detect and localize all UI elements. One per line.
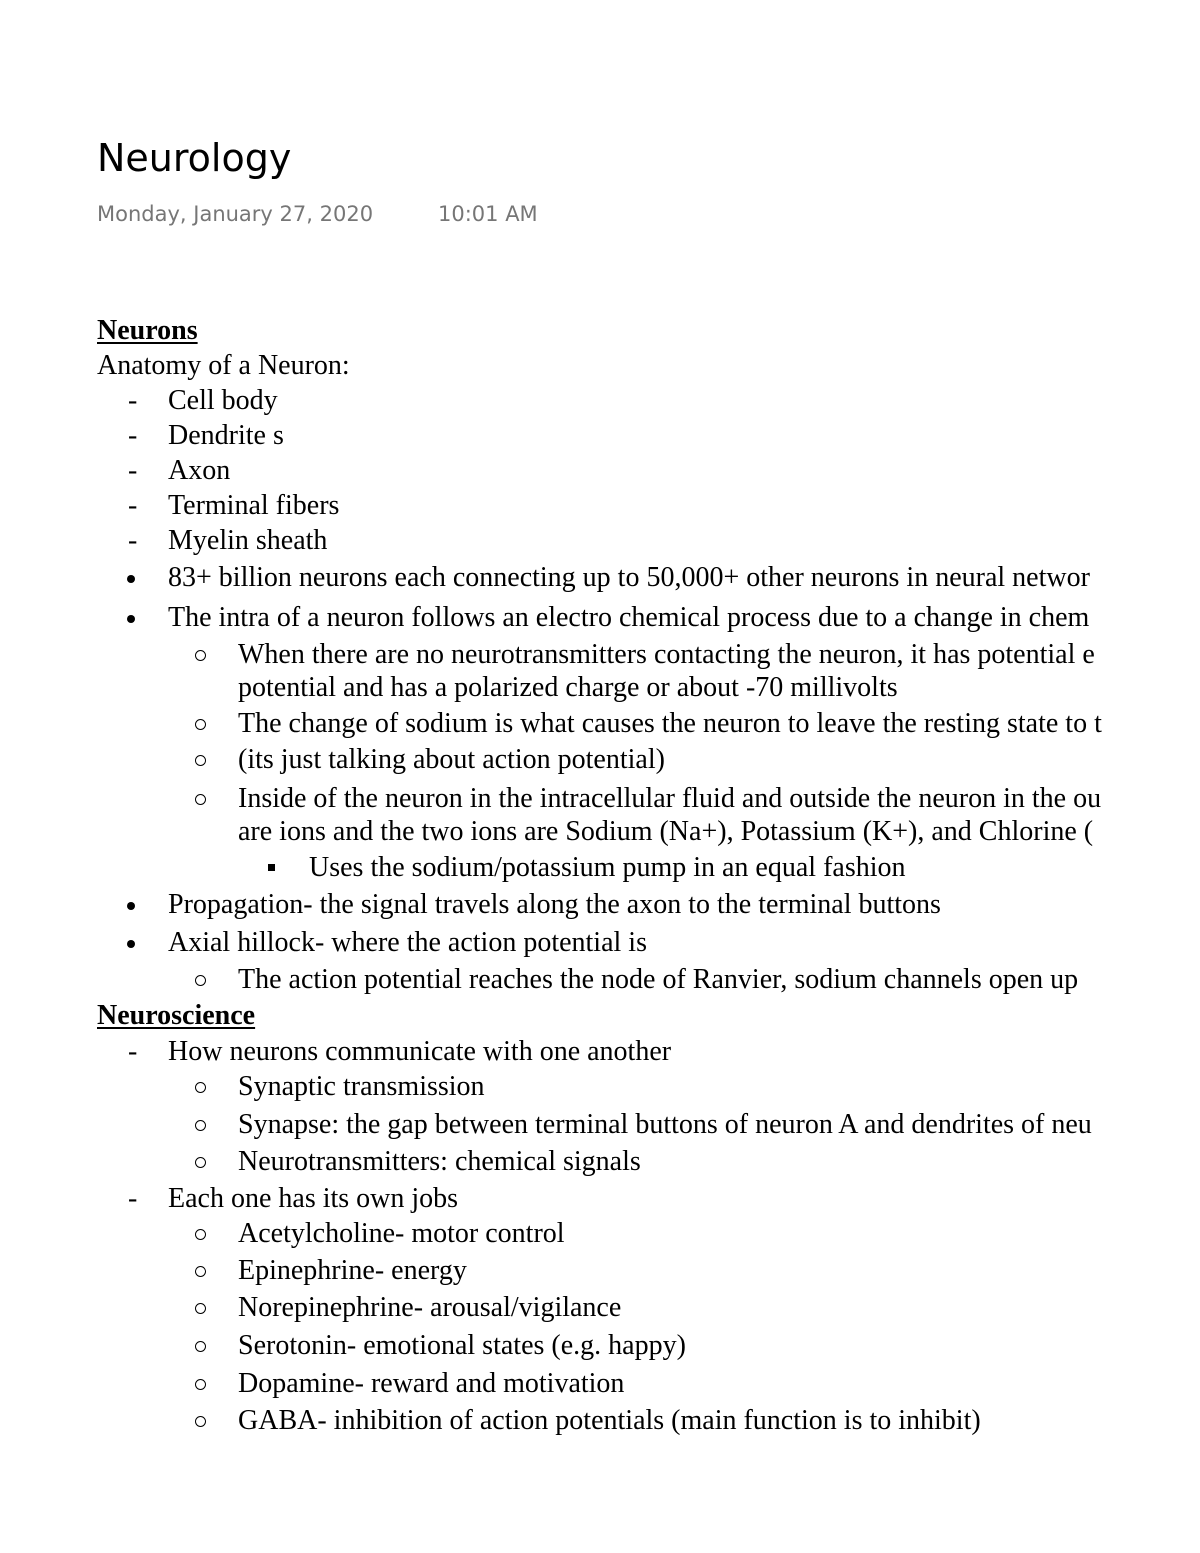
dash-bullet: - bbox=[128, 1036, 138, 1067]
circle-bullet-icon bbox=[195, 1157, 206, 1168]
sub-text: The change of sodium is what causes the neuron to leave the resting state to t bbox=[238, 708, 1102, 739]
circle-bullet-icon bbox=[195, 1416, 206, 1427]
sub-text: When there are no neurotransmitters contacting the neuron, it has potential e bbox=[238, 639, 1095, 670]
sub-text: Epinephrine- energy bbox=[238, 1255, 467, 1286]
dash-bullet: - bbox=[128, 525, 138, 556]
heading-neurons: Neurons bbox=[97, 315, 198, 346]
page-title: Neurology bbox=[97, 136, 292, 180]
note-time: 10:01 AM bbox=[438, 202, 538, 226]
circle-bullet-icon bbox=[195, 755, 206, 766]
disc-bullet-icon bbox=[127, 575, 135, 583]
circle-bullet-icon bbox=[195, 975, 206, 986]
dash-bullet: - bbox=[128, 490, 138, 521]
disc-bullet-icon bbox=[127, 940, 135, 948]
anatomy-label: Anatomy of a Neuron: bbox=[97, 350, 350, 381]
anatomy-item: Terminal fibers bbox=[168, 490, 340, 521]
circle-bullet-icon bbox=[195, 794, 206, 805]
circle-bullet-icon bbox=[195, 1120, 206, 1131]
sub-text: Dopamine- reward and motivation bbox=[238, 1368, 625, 1399]
circle-bullet-icon bbox=[195, 1229, 206, 1240]
sub-text: Inside of the neuron in the intracellular fluid and outside the neuron in the ou bbox=[238, 783, 1102, 814]
bullet-axial-text: Axial hillock- where the action potential is bbox=[168, 927, 647, 958]
circle-bullet-icon bbox=[195, 1303, 206, 1314]
anatomy-item: Dendrite s bbox=[168, 420, 284, 451]
bullet-intra-text: The intra of a neuron follows an electro chemical process due to a change in chem bbox=[168, 602, 1090, 633]
sub-text: (its just talking about action potential) bbox=[238, 744, 665, 775]
square-bullet-icon bbox=[268, 864, 275, 871]
dash-bullet: - bbox=[128, 1183, 138, 1214]
bullet-billion-text: 83+ billion neurons each connecting up to 50,000+ other neurons in neural networ bbox=[168, 562, 1090, 593]
circle-bullet-icon bbox=[195, 1082, 206, 1093]
subsub-text: Uses the sodium/potassium pump in an equal fashion bbox=[309, 852, 906, 883]
circle-bullet-icon bbox=[195, 1341, 206, 1352]
circle-bullet-icon bbox=[195, 719, 206, 730]
sub-text: are ions and the two ions are Sodium (Na+), Potassium (K+), and Chlorine ( bbox=[238, 816, 1094, 847]
note-date: Monday, January 27, 2020 bbox=[97, 202, 374, 226]
sub-text: The action potential reaches the node of Ranvier, sodium channels open up bbox=[238, 964, 1079, 995]
circle-bullet-icon bbox=[195, 650, 206, 661]
bullet-propagation-text: Propagation- the signal travels along the axon to the terminal buttons bbox=[168, 889, 941, 920]
item-communicate-text: How neurons communicate with one another bbox=[168, 1036, 672, 1067]
dash-bullet: - bbox=[128, 455, 138, 486]
sub-text: Acetylcholine- motor control bbox=[238, 1218, 565, 1249]
disc-bullet-icon bbox=[127, 615, 135, 623]
sub-text: potential and has a polarized charge or about -70 millivolts bbox=[238, 672, 898, 703]
anatomy-item: Myelin sheath bbox=[168, 525, 328, 556]
sub-text: Norepinephrine- arousal/vigilance bbox=[238, 1292, 622, 1323]
anatomy-item: Axon bbox=[168, 455, 231, 486]
circle-bullet-icon bbox=[195, 1266, 206, 1277]
dash-bullet: - bbox=[128, 385, 138, 416]
sub-text: Neurotransmitters: chemical signals bbox=[238, 1146, 641, 1177]
sub-text: Synaptic transmission bbox=[238, 1071, 485, 1102]
disc-bullet-icon bbox=[127, 902, 135, 910]
sub-text: GABA- inhibition of action potentials (main function is to inhibit) bbox=[238, 1405, 981, 1436]
sub-text: Serotonin- emotional states (e.g. happy) bbox=[238, 1330, 686, 1361]
item-jobs-text: Each one has its own jobs bbox=[168, 1183, 459, 1214]
anatomy-item: Cell body bbox=[168, 385, 278, 416]
sub-text: Synapse: the gap between terminal buttons of neuron A and dendrites of neu bbox=[238, 1109, 1092, 1140]
circle-bullet-icon bbox=[195, 1379, 206, 1390]
heading-neuroscience: Neuroscience bbox=[97, 1000, 256, 1031]
dash-bullet: - bbox=[128, 420, 138, 451]
